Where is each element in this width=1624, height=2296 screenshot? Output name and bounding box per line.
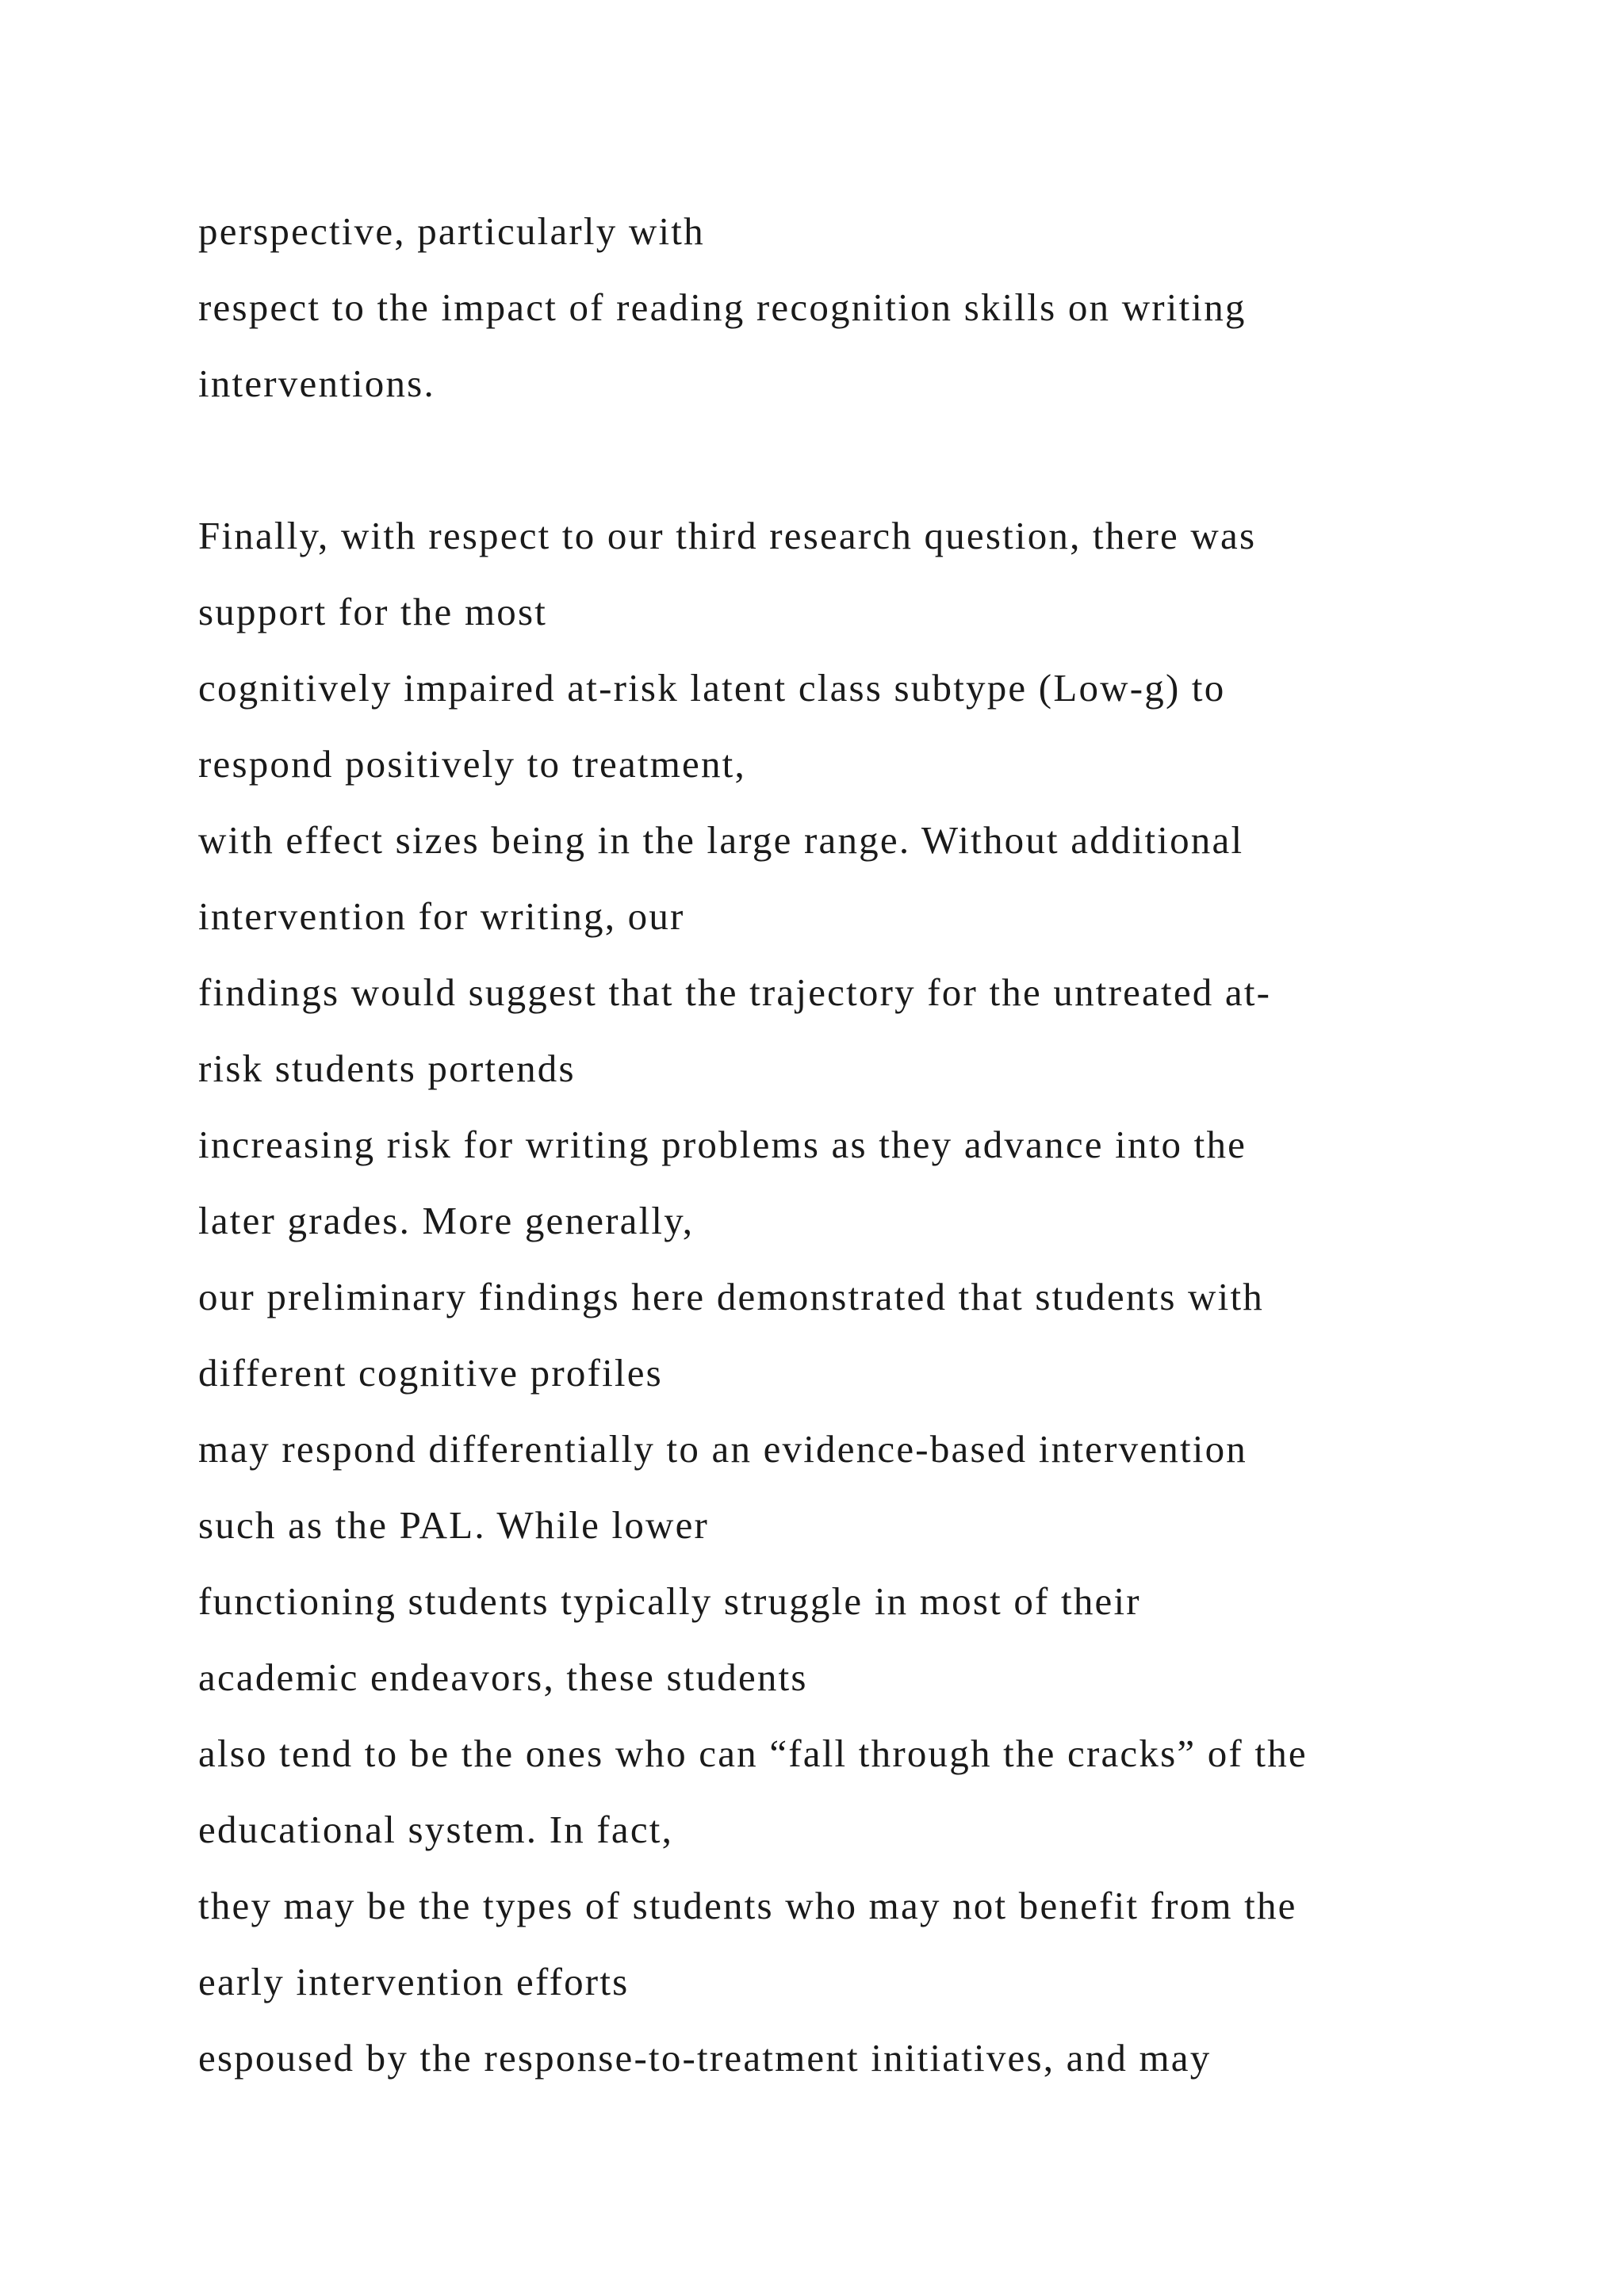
text-line: espoused by the response-to-treatment initiatives, and may xyxy=(198,2036,1212,2080)
text-line: early intervention efforts xyxy=(198,1960,630,2003)
text-line: Finally, with respect to our third research question, there was xyxy=(198,514,1257,557)
text-line: also tend to be the ones who can “fall through the cracks” of the xyxy=(198,1732,1308,1775)
text-line: our preliminary findings here demonstrated that students with xyxy=(198,1275,1264,1318)
paragraph-break xyxy=(198,422,1467,498)
text-line: findings would suggest that the trajectory for the untreated at- xyxy=(198,970,1272,1014)
text-line: risk students portends xyxy=(198,1047,576,1090)
body-text xyxy=(198,193,1467,2096)
text-line: functioning students typically struggle in most of their xyxy=(198,1579,1141,1623)
text-line: they may be the types of students who may not benefit from the xyxy=(198,1884,1297,1927)
text-line: with effect sizes being in the large range. Without additional xyxy=(198,818,1244,862)
text-line: interventions. xyxy=(198,362,435,405)
text-line: intervention for writing, our xyxy=(198,894,685,938)
text-line: respect to the impact of reading recognition skills on writing xyxy=(198,285,1247,329)
text-line: support for the most xyxy=(198,590,548,633)
text-line: such as the PAL. While lower xyxy=(198,1503,710,1547)
text-line: perspective, particularly with xyxy=(198,209,705,253)
text-line: increasing risk for writing problems as they advance into the xyxy=(198,1123,1247,1166)
text-line: educational system. In fact, xyxy=(198,1808,674,1851)
text-line: later grades. More generally, xyxy=(198,1199,695,1242)
text-line: different cognitive profiles xyxy=(198,1351,663,1395)
text-line: respond positively to treatment, xyxy=(198,742,746,786)
text-line: may respond differentially to an evidence-based intervention xyxy=(198,1427,1248,1471)
text-line: cognitively impaired at-risk latent class subtype (Low-g) to xyxy=(198,666,1226,710)
text-line: academic endeavors, these students xyxy=(198,1655,808,1699)
